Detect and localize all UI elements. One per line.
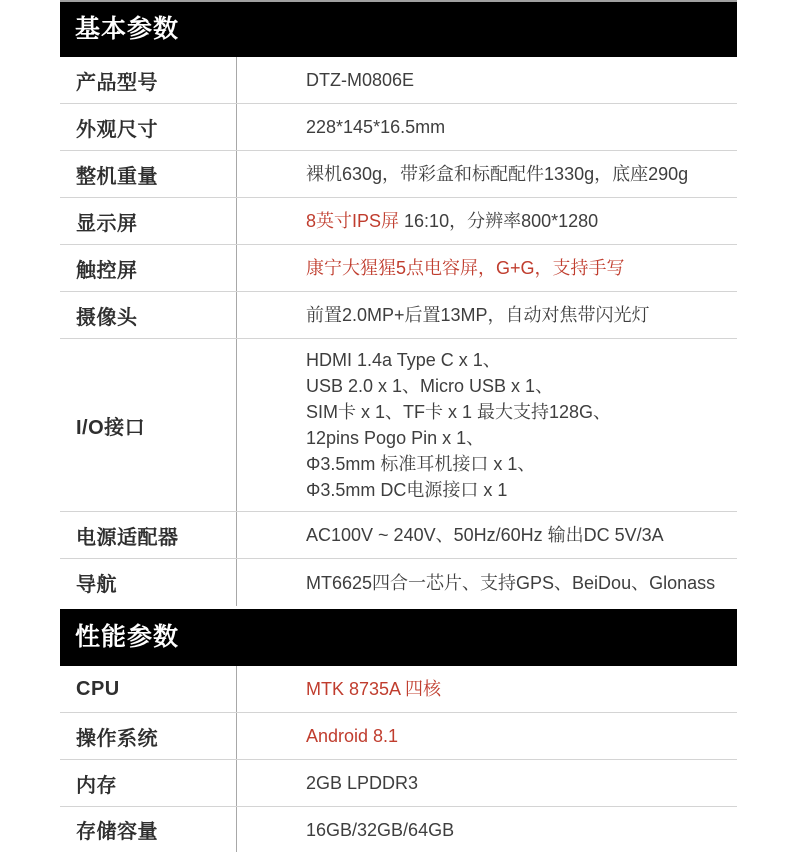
spec-value-storage	[237, 807, 737, 852]
spec-value-io-ports	[237, 339, 737, 511]
spec-row-cpu	[60, 666, 737, 713]
spec-row-os	[60, 713, 737, 760]
value-line	[306, 477, 737, 503]
spec-value-text: 裸机630g，带彩盒和标配配件1330g，底座290g	[306, 164, 689, 184]
spec-row-power-adapter	[60, 512, 737, 559]
value-line	[306, 114, 737, 140]
value-line	[306, 67, 737, 93]
spec-label-camera: 摄像头	[60, 292, 237, 338]
spec-value-navigation	[237, 559, 737, 606]
spec-value-touchscreen	[237, 245, 737, 291]
spec-value-text: 16GB/32GB/64GB	[306, 819, 455, 840]
spec-value-text: 12pins Pogo Pin x 1、	[306, 428, 485, 448]
spec-label-io-ports: I/O接口	[60, 339, 237, 511]
spec-value-dimensions	[237, 104, 737, 150]
spec-value-text: HDMI 1.4a Type C x 1、	[306, 350, 501, 370]
spec-value-memory	[237, 760, 737, 806]
value-line	[306, 208, 737, 234]
spec-row-navigation	[60, 559, 737, 606]
spec-label-navigation: 导航	[60, 559, 237, 606]
value-line	[306, 161, 737, 187]
spec-row-display	[60, 198, 737, 245]
section-title-basic: 基本参数	[75, 15, 180, 43]
spec-value-text: 2GB LPDDR3	[306, 773, 419, 793]
spec-row-touchscreen	[60, 245, 737, 292]
spec-value-model	[237, 57, 737, 103]
spec-row-io-ports	[60, 339, 737, 512]
spec-label-os: 操作系统	[60, 713, 237, 759]
spec-value-cpu	[237, 666, 737, 712]
section-title-performance: 性能参数	[75, 623, 180, 651]
spec-value-text: DTZ-M0806E	[306, 70, 415, 90]
value-line	[306, 399, 737, 425]
spec-value-text: SIM卡 x 1、TF卡 x 1 最大支持128G、	[306, 402, 612, 422]
spec-value-highlight: Android 8.1	[306, 726, 399, 746]
spec-value-power-adapter	[237, 512, 737, 558]
spec-label-cpu: CPU	[60, 666, 237, 712]
spec-value-os	[237, 713, 737, 759]
spec-label-storage: 存储容量	[60, 807, 237, 852]
spec-label-weight: 整机重量	[60, 151, 237, 197]
spec-value-text: 前置2.0MP+后置13MP，自动对焦带闪光灯	[306, 305, 650, 325]
value-line	[306, 723, 737, 749]
spec-value-display	[237, 198, 737, 244]
section-header-basic	[60, 0, 737, 57]
spec-label-power-adapter: 电源适配器	[60, 512, 237, 558]
value-line	[306, 676, 737, 702]
spec-value-highlight: MTK 8735A 四核	[306, 679, 442, 699]
spec-row-weight	[60, 151, 737, 198]
spec-value-text: Φ3.5mm DC电源接口 x 1	[306, 480, 508, 500]
performance-params-section	[60, 609, 737, 852]
spec-label-memory: 内存	[60, 760, 237, 806]
value-line	[306, 522, 737, 548]
spec-value-highlight: 8英寸IPS屏	[306, 211, 405, 231]
spec-row-camera	[60, 292, 737, 339]
section-header-performance	[60, 609, 737, 666]
spec-value-camera	[237, 292, 737, 338]
value-line	[306, 451, 737, 477]
spec-tables-container	[60, 0, 737, 852]
spec-value-text: Φ3.5mm 标准耳机接口 x 1、	[306, 454, 536, 474]
spec-value-highlight: 康宁大猩猩5点电容屏，G+G，支持手写	[306, 258, 625, 278]
spec-value-weight	[237, 151, 737, 197]
spec-row-model	[60, 57, 737, 104]
spec-row-storage	[60, 807, 737, 852]
value-line	[306, 347, 737, 373]
value-line	[306, 373, 737, 399]
spec-value-text: MT6625四合一芯片、支持GPS、BeiDou、Glonass	[306, 572, 716, 593]
spec-label-dimensions: 外观尺寸	[60, 104, 237, 150]
value-line	[306, 770, 737, 796]
basic-params-section	[60, 0, 737, 606]
value-line	[306, 302, 737, 328]
spec-value-text: AC100V ~ 240V、50Hz/60Hz 输出DC 5V/3A	[306, 525, 664, 545]
value-line	[306, 255, 737, 281]
value-line	[306, 570, 737, 596]
value-line	[306, 425, 737, 451]
spec-value-text: 228*145*16.5mm	[306, 117, 446, 137]
spec-label-touchscreen: 触控屏	[60, 245, 237, 291]
spec-value-text: USB 2.0 x 1、Micro USB x 1、	[306, 376, 554, 396]
spec-value-text: 16:10，分辨率800*1280	[404, 211, 599, 231]
spec-label-display: 显示屏	[60, 198, 237, 244]
value-line	[306, 817, 737, 843]
spec-row-memory	[60, 760, 737, 807]
spec-label-model: 产品型号	[60, 57, 237, 103]
spec-row-dimensions	[60, 104, 737, 151]
